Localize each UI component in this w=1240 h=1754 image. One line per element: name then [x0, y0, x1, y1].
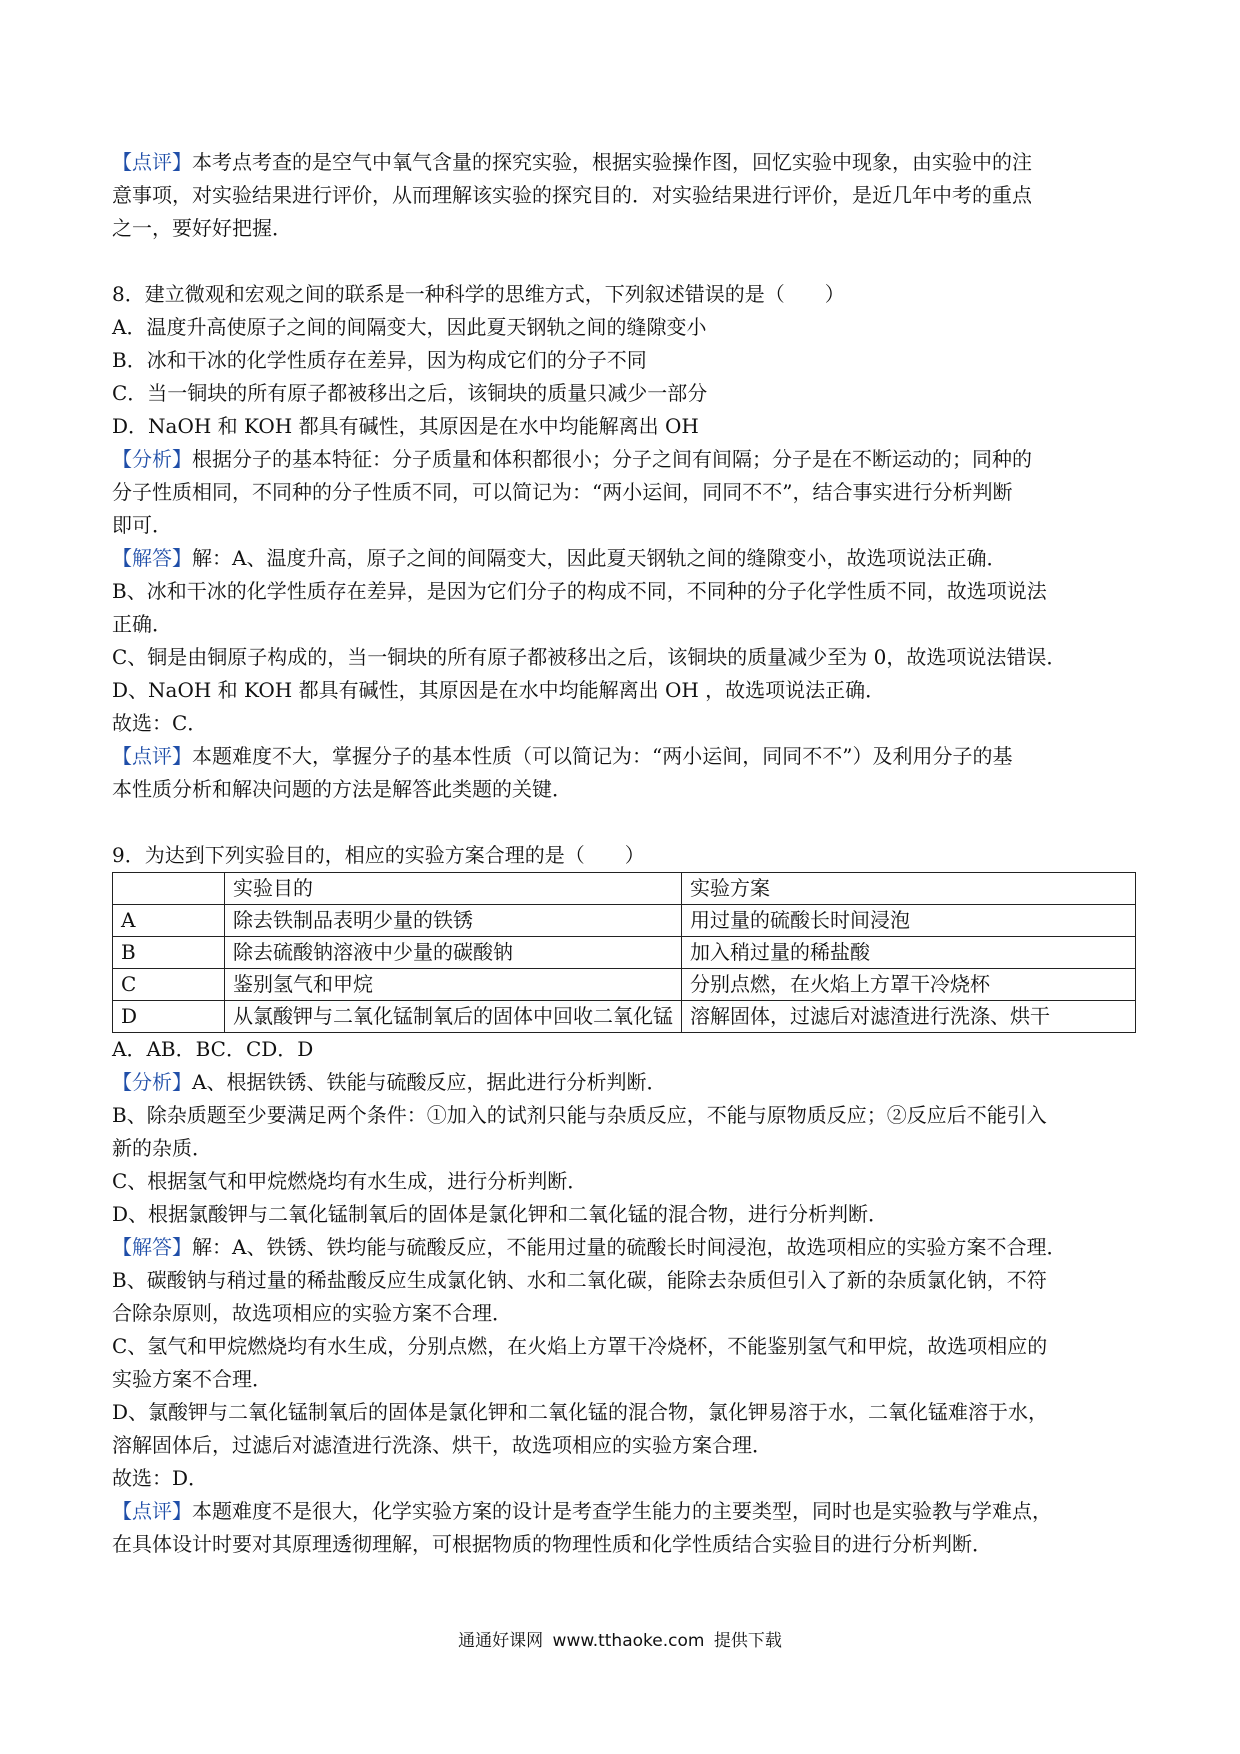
- q9-answer: 【解答】解：A、铁锈、铁均能与硫酸反应，不能用过量的硫酸长时间浸泡，故选项相应的实验方案不合理．: [112, 1235, 1067, 1259]
- question-9-stem: 9．为达到下列实验目的，相应的实验方案合理的是（ ）: [112, 843, 645, 867]
- analysis-tag: 【分析】: [112, 447, 192, 471]
- q8-final-choice: 故选：C．: [112, 711, 208, 735]
- text-line: C、根据氢气和甲烷燃烧均有水生成，进行分析判断．: [112, 1169, 588, 1193]
- table-header-cell: [113, 873, 225, 905]
- text-line: 新的杂质．: [112, 1136, 212, 1160]
- answer-tag: 【解答】: [112, 1235, 192, 1259]
- table-header-cell: 实验方案: [682, 873, 1136, 905]
- text-line: 本性质分析和解决问题的方法是解答此类题的关键．: [112, 777, 572, 801]
- text-line: B、除杂质题至少要满足两个条件：①加入的试剂只能与杂质反应，不能与原物质反应；②反应后不能引入: [112, 1103, 1047, 1127]
- text-line: B、冰和干冰的化学性质存在差异，是因为它们分子的构成不同，不同种的分子化学性质不同，故选项说法: [112, 579, 1047, 603]
- text-line: B、碳酸钠与稍过量的稀盐酸反应生成氯化钠、水和二氧化碳，能除去杂质但引入了新的杂质氯化钠，不符: [112, 1268, 1047, 1292]
- footer-url[interactable]: www.tthaoke.com: [552, 1631, 705, 1651]
- table-cell: C: [113, 969, 225, 1001]
- q8-option-d: D．NaOH 和 KOH 都具有碱性，其原因是在水中均能解离出 OH: [112, 414, 699, 438]
- question-8-stem: 8．建立微观和宏观之间的联系是一种科学的思维方式，下列叙述错误的是（ ）: [112, 282, 845, 306]
- table-cell: 从氯酸钾与二氧化锰制氧后的固体中回收二氧化锰: [225, 1001, 682, 1033]
- experiment-table: [112, 872, 1136, 1033]
- analysis-tag: 【分析】: [112, 1070, 192, 1094]
- text-line: 之一，要好好把握．: [112, 216, 292, 240]
- text-line: 分子性质相同，不同种的分子性质不同，可以简记为：“两小运间，同同不不”，结合事实进行分析判断: [112, 480, 1013, 504]
- text-line: 在具体设计时要对其原理透彻理解，可根据物质的物理性质和化学性质结合实验目的进行分析判断．: [112, 1532, 992, 1556]
- text-line: D、NaOH 和 KOH 都具有碱性，其原因是在水中均能解离出 OH ，故选项说法正确．: [112, 678, 886, 702]
- footer-site-name: 通通好课网: [458, 1631, 544, 1651]
- table-cell: 鉴别氢气和甲烷: [225, 969, 682, 1001]
- text-line: C、氢气和甲烷燃烧均有水生成，分别点燃，在火焰上方罩干冷烧杯，不能鉴别氢气和甲烷，故选项相应的: [112, 1334, 1048, 1358]
- footer-suffix: 提供下载: [713, 1631, 782, 1651]
- table-cell: B: [113, 937, 225, 969]
- text-line: 合除杂原则，故选项相应的实验方案不合理．: [112, 1301, 512, 1325]
- table-header-row: [113, 873, 1136, 905]
- text-line: 正确．: [112, 612, 172, 636]
- table-cell: D: [113, 1001, 225, 1033]
- page-footer: [0, 1626, 1240, 1651]
- table-row: [113, 937, 1136, 969]
- q8-answer: 【解答】解：A、温度升高，原子之间的间隔变大，因此夏天钢轨之间的缝隙变小，故选项说法正确．: [112, 546, 1007, 570]
- q8-review: 【点评】本题难度不大，掌握分子的基本性质（可以简记为：“两小运间，同同不不”）及利用分子的基: [112, 744, 1013, 768]
- q8-analysis: 【分析】根据分子的基本特征：分子质量和体积都很小；分子之间有间隔；分子是在不断运动的；同种的: [112, 447, 1032, 471]
- review-paragraph: 【点评】本考点考查的是空气中氧气含量的探究实验，根据实验操作图，回忆实验中现象，由实验中的注: [112, 150, 1032, 174]
- document-body: [112, 146, 1136, 1561]
- q9-final-choice: 故选：D．: [112, 1466, 209, 1490]
- q9-analysis: 【分析】A、根据铁锈、铁能与硫酸反应，据此进行分析判断．: [112, 1070, 667, 1094]
- q8-option-a: A．温度升高使原子之间的间隔变大，因此夏天钢轨之间的缝隙变小: [112, 315, 707, 339]
- table-row: [113, 969, 1136, 1001]
- table-cell: A: [113, 905, 225, 937]
- q8-option-c: C．当一铜块的所有原子都被移出之后，该铜块的质量只减少一部分: [112, 381, 708, 405]
- table-cell: 除去铁制品表明少量的铁锈: [225, 905, 682, 937]
- text-line: 即可．: [112, 513, 172, 537]
- table-cell: 用过量的硫酸长时间浸泡: [682, 905, 1136, 937]
- review-tag: 【点评】: [112, 744, 192, 768]
- text-line: D、根据氯酸钾与二氧化锰制氧后的固体是氯化钾和二氧化锰的混合物，进行分析判断．: [112, 1202, 889, 1226]
- table-cell: 除去硫酸钠溶液中少量的碳酸钠: [225, 937, 682, 969]
- text-line: C、铜是由铜原子构成的，当一铜块的所有原子都被移出之后，该铜块的质量减少至为 0，故选项说法错误．: [112, 645, 1067, 669]
- table-row: [113, 1001, 1136, 1033]
- table-row: [113, 905, 1136, 937]
- q9-review: 【点评】本题难度不是很大，化学实验方案的设计是考查学生能力的主要类型，同时也是实验教与学难点，: [112, 1499, 1052, 1523]
- review-tag: 【点评】: [112, 150, 192, 174]
- q8-option-b: B．冰和干冰的化学性质存在差异，因为构成它们的分子不同: [112, 348, 647, 372]
- q9-options: A．AB．BC．CD．D: [112, 1037, 314, 1061]
- answer-tag: 【解答】: [112, 546, 192, 570]
- text-line: 意事项，对实验结果进行评价，从而理解该实验的探究目的．对实验结果进行评价，是近几年中考的重点: [112, 183, 1032, 207]
- review-tag: 【点评】: [112, 1499, 192, 1523]
- table-cell: 分别点燃，在火焰上方罩干冷烧杯: [682, 969, 1136, 1001]
- text-line: 实验方案不合理．: [112, 1367, 272, 1391]
- table-cell: 加入稍过量的稀盐酸: [682, 937, 1136, 969]
- table-header-cell: 实验目的: [225, 873, 682, 905]
- text-line: 溶解固体后，过滤后对滤渣进行洗涤、烘干，故选项相应的实验方案合理．: [112, 1433, 772, 1457]
- table-cell: 溶解固体，过滤后对滤渣进行洗涤、烘干: [682, 1001, 1136, 1033]
- text-line: D、氯酸钾与二氧化锰制氧后的固体是氯化钾和二氧化锰的混合物，氯化钾易溶于水，二氧化锰难溶于水，: [112, 1400, 1049, 1424]
